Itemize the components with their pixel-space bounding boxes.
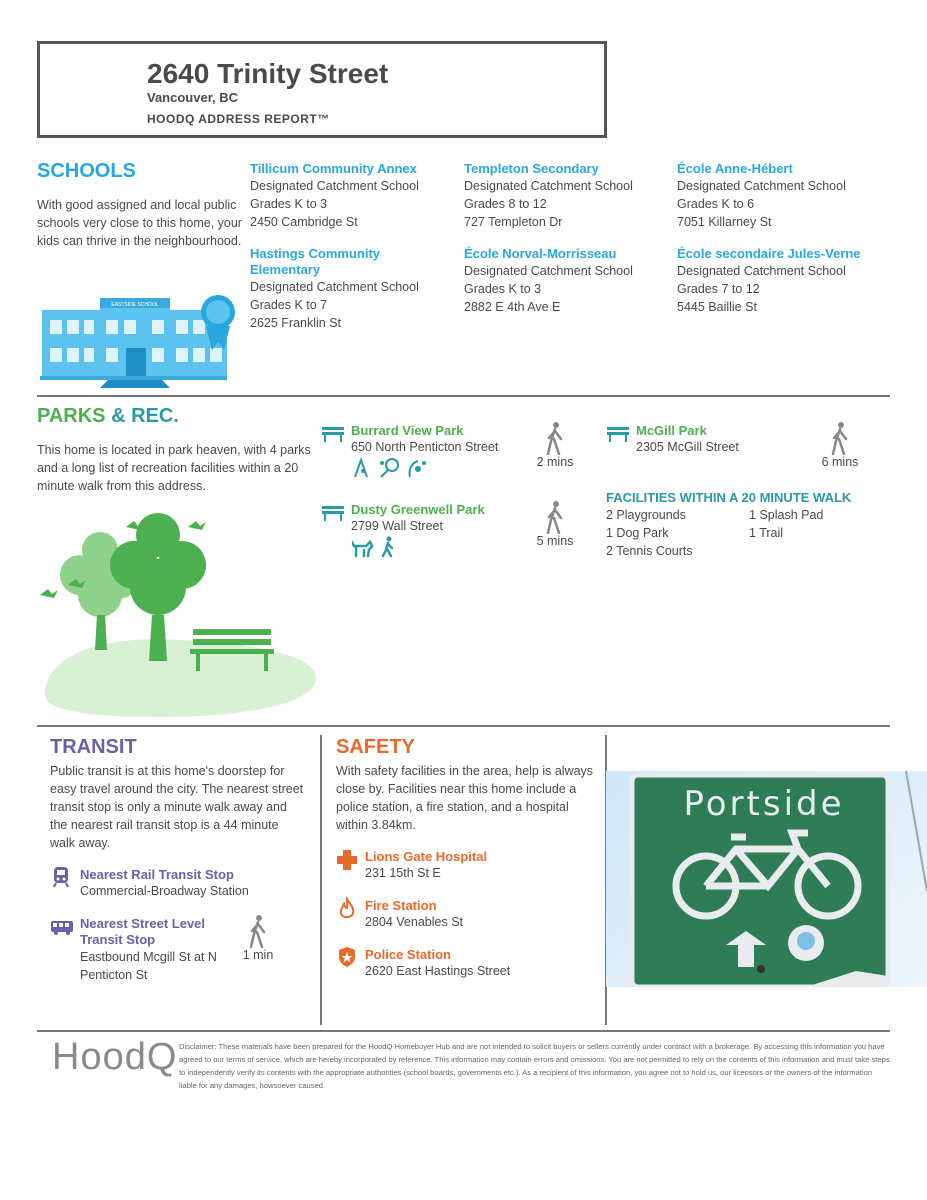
safety-name[interactable]: Lions Gate Hospital (365, 849, 488, 864)
address-title: 2640 Trinity Street (147, 58, 389, 89)
rail-stop-label: Nearest Rail Transit Stop (80, 867, 234, 882)
school-grades: Grades K to 7 (250, 298, 328, 312)
parks-heading-b: & REC. (105, 405, 179, 427)
walk-time: 2 mins (536, 455, 574, 469)
walk-time: 1 min (242, 948, 274, 962)
safety-address: 2804 Venables St (365, 915, 463, 929)
address-city: Vancouver, BC (147, 90, 239, 105)
trail-icon (383, 537, 392, 557)
park-name[interactable]: McGill Park (636, 423, 707, 438)
safety-address: 2620 East Hastings Street (365, 964, 511, 978)
walking-person-icon (545, 421, 565, 455)
walking-person-icon (248, 914, 268, 948)
report-label: HOODQ ADDRESS REPORT™ (147, 112, 330, 126)
park-bench-icon (607, 426, 629, 442)
park-facility-icons (352, 536, 397, 558)
facilities-list-left (606, 506, 693, 560)
school-type: Designated Catchment School (464, 179, 633, 193)
school-type: Designated Catchment School (677, 264, 846, 278)
street-stop-value[interactable]: Eastbound Mcgill St at N Penticton St (80, 950, 217, 982)
park-illustration (40, 505, 325, 720)
safety-name[interactable]: Police Station (365, 947, 451, 962)
facility-item: 1 Splash Pad (749, 508, 824, 522)
hospital-cross-icon (336, 849, 358, 871)
facilities-heading: FACILITIES WITHIN A 20 MINUTE WALK (606, 490, 852, 505)
school-address: 5445 Baillie St (677, 300, 757, 314)
column-divider (320, 735, 322, 1025)
rail-stop-value[interactable]: Commercial-Broadway Station (80, 884, 249, 898)
walking-person-icon (545, 500, 565, 534)
school-type: Designated Catchment School (464, 264, 633, 278)
school-grades: Grades K to 6 (677, 197, 755, 211)
sign-text: Portside (683, 784, 845, 824)
safety-intro: With safety facilities in the area, help is always close by. Facilities near this home include a police station, a fire station, and a hospital within 3.84km. (336, 764, 594, 832)
school-address: 2450 Cambridge St (250, 215, 358, 229)
school-entry (464, 246, 669, 316)
school-entry (250, 161, 455, 231)
school-name[interactable]: École Norval-Morrisseau (464, 246, 617, 261)
school-entry (464, 161, 669, 231)
school-grades: Grades 7 to 12 (677, 282, 760, 296)
tennis-icon (380, 459, 398, 477)
park-address: 650 North Penticton Street (351, 440, 499, 454)
disclaimer-text: Disclaimer: These materials have been prepared for the HoodQ Homebuyer Hub and are not intended to solicit buyers or sellers currently under contract with a brokerage. By accessing this information you have agreed to our terms of service, which are hereby incorporated by reference. This information may contain errors and omissions. You are not permitted to rely on the contents of this information and must take steps to independently verify its contents with the appropriate authorities (school boards, governments etc.). As a recipient of this information, you agree not to hold us, our licensors or the owners of the information liable for any damages, howsoever caused. (179, 1042, 890, 1090)
footer-divider (37, 1030, 890, 1032)
school-entry (677, 161, 882, 231)
school-name[interactable]: Tillicum Community Annex (250, 161, 417, 176)
dog-park-icon (352, 542, 372, 556)
facility-item: 1 Trail (749, 526, 784, 540)
school-name[interactable]: École secondaire Jules-Verne (677, 246, 861, 261)
park-name[interactable]: Dusty Greenwell Park (351, 502, 485, 517)
playground-icon (355, 460, 367, 477)
transit-heading: TRANSIT (50, 736, 137, 758)
school-type: Designated Catchment School (677, 179, 846, 193)
park-address: 2305 McGill Street (636, 440, 739, 454)
school-address: 7051 Killarney St (677, 215, 772, 229)
school-grades: Grades K to 3 (464, 282, 542, 296)
walk-time: 6 mins (821, 455, 859, 469)
schools-heading: SCHOOLS (37, 160, 136, 182)
school-type: Designated Catchment School (250, 280, 419, 294)
parks-intro: This home is located in park heaven, with 4 parks and a long list of recreation facilities within a 20 minute walk from this address. (37, 443, 311, 493)
school-name[interactable]: Templeton Secondary (464, 161, 599, 176)
park-address: 2799 Wall Street (351, 519, 443, 533)
police-badge-icon (338, 946, 356, 968)
park-bench-icon (322, 426, 344, 442)
transit-intro: Public transit is at this home's doorstep for easy travel around the city. The nearest street transit stop is only a minute walk away and the nearest rail transit stop is a 44 minute walk away. (50, 764, 304, 850)
splash-pad-icon (409, 461, 426, 477)
parks-heading (37, 405, 179, 428)
neighbourhood-photo (606, 771, 927, 987)
school-address: 2625 Franklin St (250, 316, 342, 330)
school-type: Designated Catchment School (250, 179, 419, 193)
facilities-list-right (749, 506, 823, 542)
walking-person-icon (830, 421, 850, 455)
schools-intro: With good assigned and local public schools very close to this home, your kids can thrive in the neighbourhood. (37, 198, 242, 248)
street-stop-label: Nearest Street Level Transit Stop (80, 916, 206, 947)
facility-item: 2 Playgrounds (606, 508, 686, 522)
school-address: 727 Templeton Dr (464, 215, 563, 229)
fire-icon (338, 897, 356, 921)
school-name[interactable]: École Anne-Hébert (677, 161, 793, 176)
section-divider (37, 725, 890, 727)
school-grades: Grades K to 3 (250, 197, 328, 211)
school-building-illustration (40, 290, 240, 390)
facility-item: 1 Dog Park (606, 526, 669, 540)
school-grades: Grades 8 to 12 (464, 197, 547, 211)
section-divider (37, 395, 890, 397)
bus-icon (50, 920, 74, 936)
safety-heading: SAFETY (336, 736, 415, 758)
train-icon (52, 866, 70, 888)
walk-time: 5 mins (536, 534, 574, 548)
school-sign-text: EASTSIDE SCHOOL (111, 302, 159, 308)
safety-name[interactable]: Fire Station (365, 898, 437, 913)
school-name[interactable]: Hastings Community Elementary (250, 246, 381, 277)
facility-item: 2 Tennis Courts (606, 544, 693, 558)
school-address: 2882 E 4th Ave E (464, 300, 561, 314)
school-entry (250, 246, 420, 332)
park-facility-icons (352, 457, 427, 479)
park-bench-icon (322, 505, 344, 521)
park-name[interactable]: Burrard View Park (351, 423, 464, 438)
hoodq-logo[interactable]: HoodQ (52, 1036, 178, 1078)
parks-heading-a: PARKS (37, 405, 106, 427)
safety-address: 231 15th St E (365, 866, 441, 880)
school-entry (677, 246, 882, 316)
